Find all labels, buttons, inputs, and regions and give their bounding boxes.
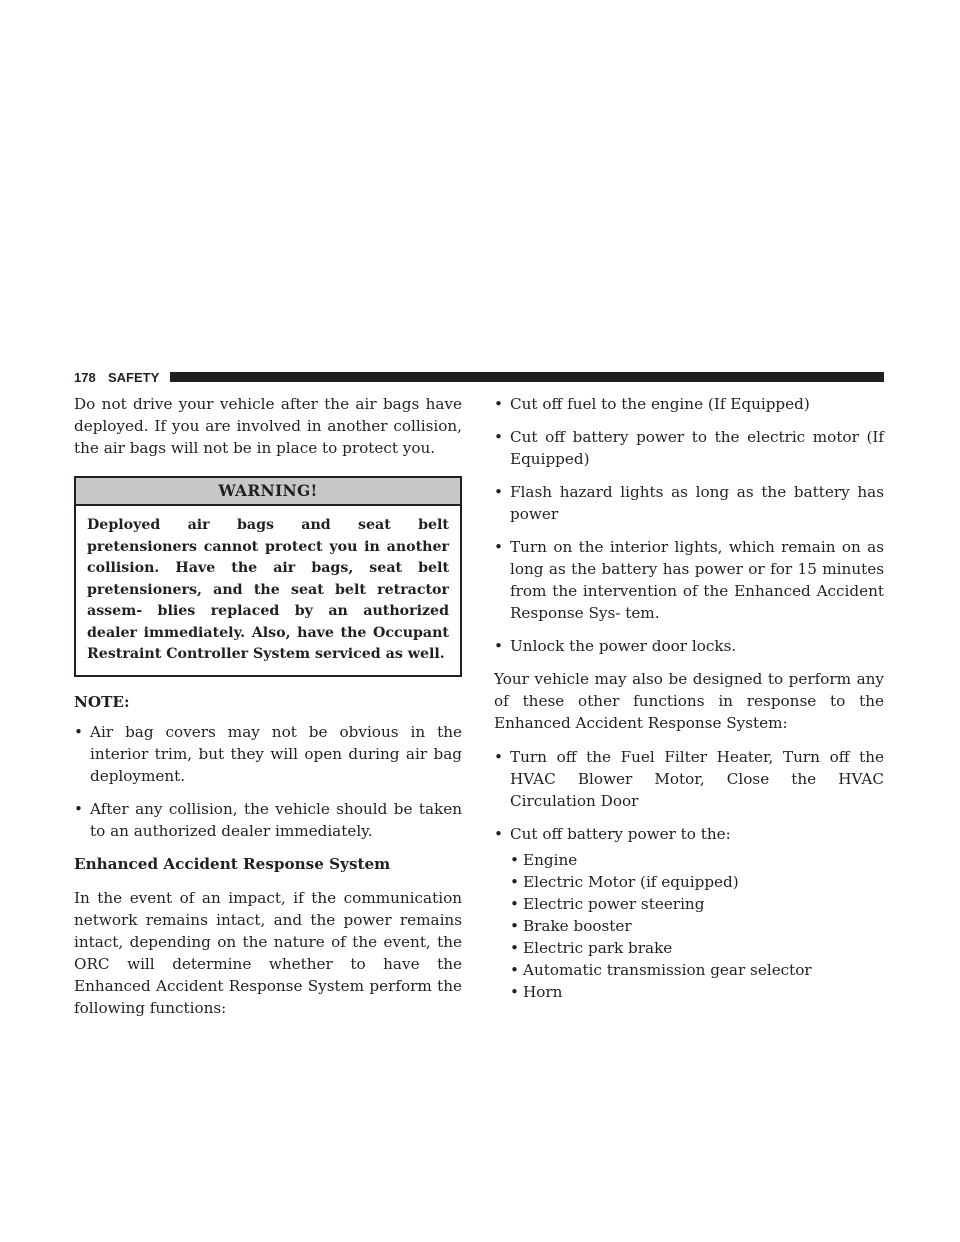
bullet-icon: • [510,851,519,869]
warning-box [74,476,462,677]
list-item: • Air bag covers may not be obvious in the interior trim, but they will open during air bag deployment. [74,722,462,785]
list-item: • Cut off fuel to the engine (If Equipped) [494,395,810,413]
list-item: • After any collision, the vehicle should be taken to an authorized dealer immediately. [74,799,462,840]
bullet-icon: • [74,722,83,741]
intro-paragraph: Do not drive your vehicle after the air bags have deployed. If you are involved in another collision, the air bags will not be in place to protect you. [74,395,462,457]
list-item: • Turn off the Fuel Filter Heater, Turn off the HVAC Blower Motor, Close the HVAC Circulation Door [494,748,884,810]
bullet-icon: • [510,873,519,891]
page-number: 178 [74,370,96,385]
bullet-icon: • [510,917,519,935]
bullet-icon: • [494,395,503,413]
bullet-icon: • [510,939,519,957]
sublist-item: • Automatic transmission gear selector [510,961,812,979]
list-item: • Flash hazard lights as long as the battery has power [494,483,884,523]
sublist-item: • Electric power steering [510,895,705,913]
right-column [494,393,884,1014]
other-functions-list [494,746,884,1003]
sublist-item: • Electric park brake [510,939,673,957]
bullet-icon: • [74,799,83,818]
note-label: NOTE: [74,692,130,711]
left-column [74,393,462,1019]
bullet-icon: • [494,483,503,501]
list-item: • Turn on the interior lights, which remain on as long as the battery has power or for 15 minutes from the intervention of the Enhanced Accident Response Sys- tem. [494,538,884,622]
warning-text: Deployed air bags and seat belt pretensioners cannot protect you in another collision. Have the air bags, seat belt pretensioners, and the seat belt retractor assem- blies replaced by an authorized dealer immediately. Also, have the Occupant Restraint Controller System serviced as well. [87,517,449,662]
bullet-icon: • [494,637,503,655]
sublist-item: • Electric Motor (if equipped) [510,873,739,891]
sublist-item: • Horn [510,983,563,1001]
section-heading: Enhanced Accident Response System [74,854,391,873]
bullet-icon: • [494,428,503,446]
battery-sublist [494,849,884,1003]
bullet-icon: • [510,961,519,979]
sublist-item: • Engine [510,851,578,869]
list-item: • Cut off battery power to the: • Engine • Electric Motor (if equipped) • Electric power steering • Brake booster • Electric park brake • Automatic transmission gear selector • Horn [494,823,884,1003]
header-rule [170,372,884,382]
bullet-icon: • [510,895,519,913]
bullet-icon: • [494,748,503,766]
other-functions-paragraph: Your vehicle may also be designed to perform any of these other functions in response to the Enhanced Accident Response System: [494,670,884,732]
bullet-icon: • [494,538,503,556]
note-list [74,721,462,842]
section-paragraph: In the event of an impact, if the communication network remains intact, and the power remains intact, depending on the nature of the event, the ORC will determine whether to have the Enhanced Accident Response System perform the following functions: [74,888,462,1017]
section-title: SAFETY [108,370,160,385]
list-item: • Unlock the power door locks. [494,637,737,655]
sublist-item: • Brake booster [510,917,632,935]
bullet-icon: • [494,825,503,843]
bullet-icon: • [510,983,519,1001]
warning-title: WARNING! [76,478,460,506]
list-item: • Cut off battery power to the electric motor (If Equipped) [494,428,884,468]
functions-list [494,393,884,657]
page-header [74,371,884,385]
